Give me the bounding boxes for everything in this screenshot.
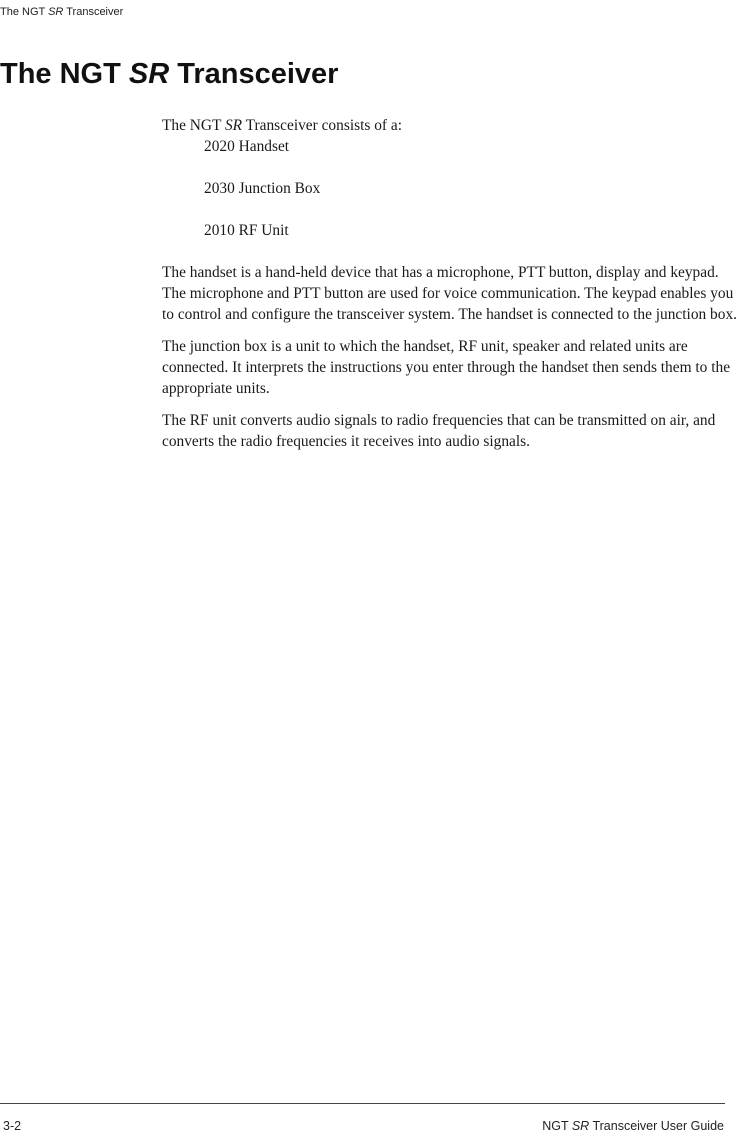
running-header-post: Transceiver xyxy=(63,6,124,18)
footer-guide-italic: SR xyxy=(571,1119,590,1133)
intro-pre: The NGT xyxy=(162,117,225,134)
paragraph-handset: The handset is a hand-held device that has a microphone, PTT button, display and keypad. The microphone and PTT button are used for voice communication. The keypad enables you to control and configure the transceiver system. The handset is connected to the junction box. xyxy=(162,264,737,323)
component-item-junction-box: 2030 Junction Box xyxy=(204,180,321,197)
component-list xyxy=(162,136,737,241)
paragraph-rf-unit: The RF unit converts audio signals to radio frequencies that can be transmitted on air, and converts the radio frequencies it receives into audio signals. xyxy=(162,412,716,450)
page-title-italic: SR xyxy=(128,58,170,90)
body-text xyxy=(162,115,737,463)
page-title-post: Transceiver xyxy=(169,58,339,90)
footer-guide-post: Transceiver User Guide xyxy=(589,1119,724,1133)
footer-divider xyxy=(0,1103,725,1104)
footer-guide-title xyxy=(542,1119,724,1133)
intro-italic: SR xyxy=(224,117,243,134)
page-title xyxy=(0,57,338,91)
footer-page-number: 3-2 xyxy=(3,1119,22,1133)
intro-paragraph xyxy=(162,115,737,136)
page-title-pre: The NGT xyxy=(0,58,129,90)
running-header xyxy=(0,6,123,18)
footer-guide-pre: NGT xyxy=(542,1119,572,1133)
intro-post: Transceiver consists of a: xyxy=(242,117,402,134)
component-item-handset: 2020 Handset xyxy=(204,138,290,155)
component-item-rf-unit: 2010 RF Unit xyxy=(204,222,289,239)
running-header-italic: SR xyxy=(48,6,64,18)
running-header-pre: The NGT xyxy=(0,6,49,18)
paragraph-junction-box: The junction box is a unit to which the handset, RF unit, speaker and related units are connected. It interprets the instructions you enter through the handset then sends them to the appropriate units. xyxy=(162,338,731,397)
